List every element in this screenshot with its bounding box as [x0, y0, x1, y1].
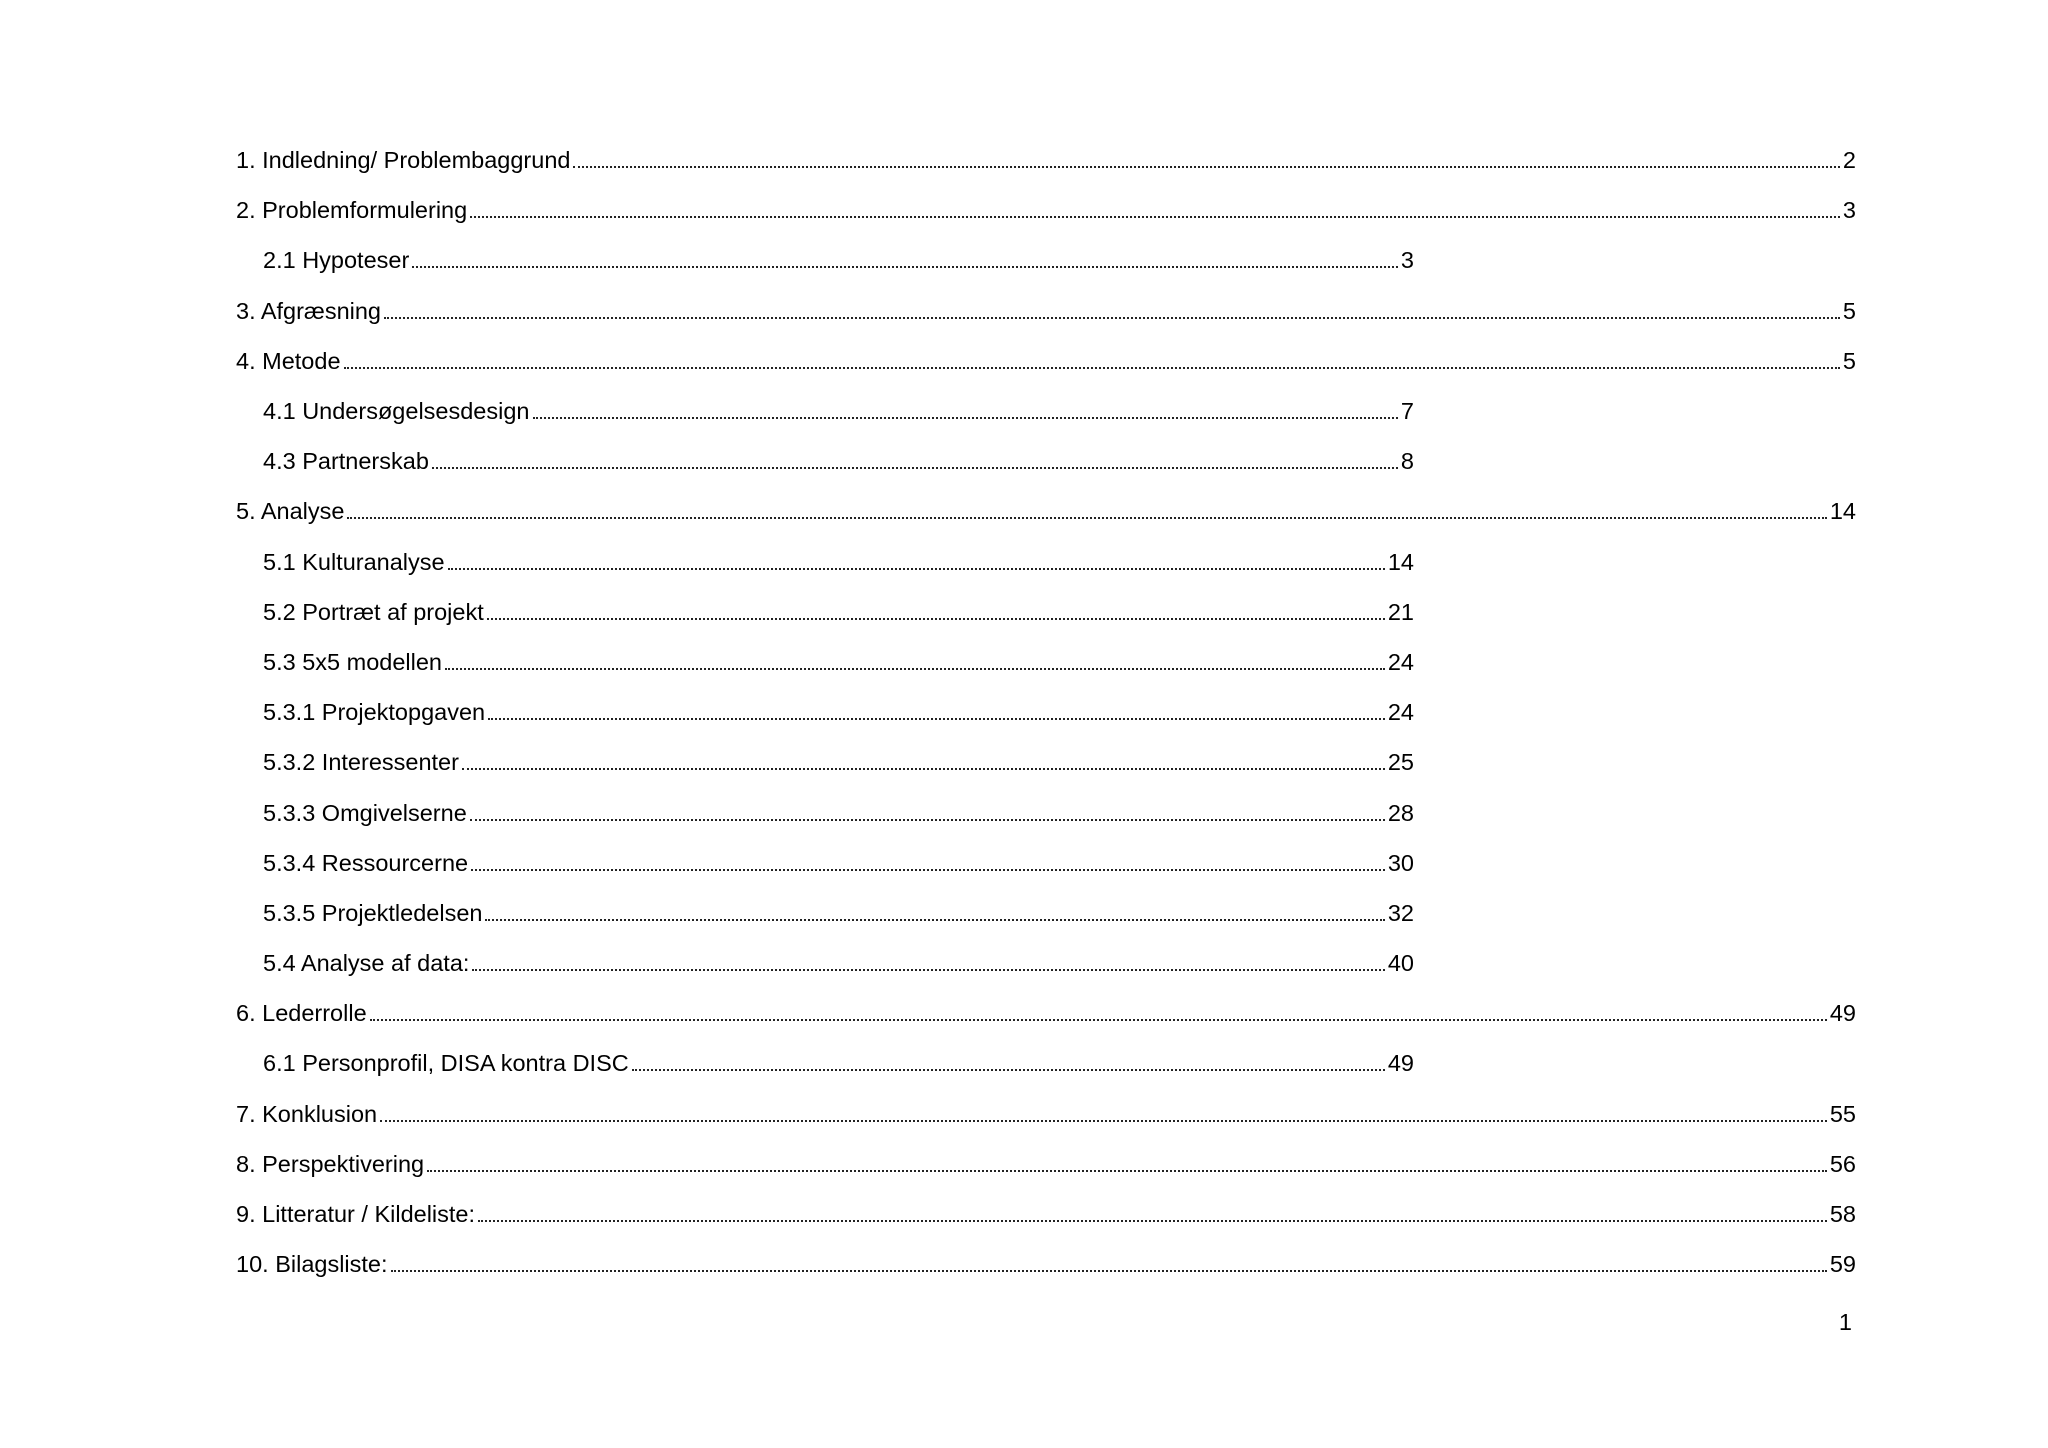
toc-entry-page: 49 [1387, 1050, 1414, 1077]
toc-dot-leader [412, 245, 1398, 275]
toc-dot-leader [380, 1099, 1827, 1129]
toc-entry-page: 5 [1842, 347, 1856, 374]
toc-entry-title: 5.3.1 Projektopgaven [263, 699, 486, 726]
toc-entry-page: 32 [1387, 899, 1414, 926]
toc-entry[interactable] [236, 1189, 1856, 1239]
toc-entry-title: 4.3 Partnerskab [263, 448, 429, 475]
toc-entry[interactable] [236, 286, 1856, 336]
toc-entry-page: 30 [1387, 849, 1414, 876]
toc-dot-leader [573, 145, 1839, 175]
toc-dot-leader [470, 195, 1840, 225]
toc-entry-title: 9. Litteratur / Kildeliste: [236, 1201, 476, 1228]
toc-entry-page: 40 [1387, 950, 1414, 977]
toc-subentry[interactable] [236, 787, 1414, 837]
toc-entry-page: 56 [1829, 1150, 1856, 1177]
page-number: 1 [1838, 1309, 1852, 1335]
toc-dot-leader [462, 747, 1385, 777]
toc-dot-leader [448, 547, 1385, 577]
toc-subentry[interactable] [236, 386, 1414, 436]
toc-entry[interactable] [236, 988, 1856, 1038]
toc-entry-title: 2.1 Hypoteser [263, 247, 410, 274]
toc-entry-page: 24 [1387, 648, 1414, 675]
toc-dot-leader [427, 1149, 1827, 1179]
toc-entry[interactable] [236, 1139, 1856, 1189]
toc-dot-leader [445, 647, 1385, 677]
toc-subentry[interactable] [236, 235, 1414, 285]
toc-entry-title: 7. Konklusion [236, 1100, 378, 1127]
toc-entry-page: 2 [1842, 147, 1856, 174]
toc-subentry[interactable] [236, 838, 1414, 888]
toc-dot-leader [488, 697, 1385, 727]
toc-entry-page: 25 [1387, 749, 1414, 776]
toc-entry-page: 5 [1842, 297, 1856, 324]
toc-entry[interactable] [236, 486, 1856, 536]
toc-entry-page: 49 [1829, 1000, 1856, 1027]
toc-dot-leader [632, 1048, 1385, 1078]
toc-entry-title: 5.3.2 Interessenter [263, 749, 459, 776]
table-of-contents [236, 135, 1856, 1289]
toc-entry-title: 8. Perspektivering [236, 1150, 425, 1177]
toc-dot-leader [485, 898, 1384, 928]
toc-entry[interactable] [236, 1089, 1856, 1139]
toc-dot-leader [471, 848, 1385, 878]
toc-entry[interactable] [236, 1239, 1856, 1289]
toc-entry-title: 10. Bilagsliste: [236, 1251, 388, 1278]
toc-entry-page: 7 [1400, 398, 1414, 425]
toc-entry-title: 6. Lederrolle [236, 1000, 367, 1027]
toc-dot-leader [472, 948, 1384, 978]
toc-subentry[interactable] [236, 938, 1414, 988]
toc-entry-title: 5. Analyse [236, 498, 345, 525]
toc-entry-title: 2. Problemformulering [236, 197, 468, 224]
toc-subentry[interactable] [236, 737, 1414, 787]
toc-entry-title: 5.2 Portræt af projekt [263, 598, 484, 625]
toc-subentry[interactable] [236, 888, 1414, 938]
toc-entry-page: 14 [1829, 498, 1856, 525]
toc-entry-page: 59 [1829, 1251, 1856, 1278]
toc-entry[interactable] [236, 336, 1856, 386]
toc-dot-leader [384, 296, 1840, 326]
toc-entry[interactable] [236, 135, 1856, 185]
toc-dot-leader [533, 396, 1398, 426]
toc-subentry[interactable] [236, 687, 1414, 737]
toc-dot-leader [344, 346, 1840, 376]
toc-entry-page: 21 [1387, 598, 1414, 625]
toc-entry-page: 58 [1829, 1201, 1856, 1228]
toc-entry-title: 3. Afgræsning [236, 297, 382, 324]
toc-dot-leader [432, 446, 1398, 476]
toc-entry[interactable] [236, 185, 1856, 235]
toc-entry-title: 4.1 Undersøgelsesdesign [263, 398, 530, 425]
toc-entry-page: 14 [1387, 548, 1414, 575]
toc-entry-title: 5.3.5 Projektledelsen [263, 899, 483, 926]
toc-entry-title: 5.1 Kulturanalyse [263, 548, 445, 575]
toc-entry-title: 5.4 Analyse af data: [263, 950, 470, 977]
toc-entry-page: 3 [1842, 197, 1856, 224]
toc-entry-page: 24 [1387, 699, 1414, 726]
toc-dot-leader [478, 1199, 1827, 1229]
toc-dot-leader [391, 1249, 1827, 1279]
toc-dot-leader [347, 496, 1826, 526]
toc-entry-page: 3 [1400, 247, 1414, 274]
toc-subentry[interactable] [236, 436, 1414, 486]
toc-subentry[interactable] [236, 637, 1414, 687]
toc-dot-leader [370, 998, 1827, 1028]
toc-subentry[interactable] [236, 1038, 1414, 1088]
toc-entry-title: 6.1 Personprofil, DISA kontra DISC [263, 1050, 629, 1077]
toc-subentry[interactable] [236, 537, 1414, 587]
toc-dot-leader [470, 798, 1385, 828]
toc-entry-page: 8 [1400, 448, 1414, 475]
toc-entry-title: 4. Metode [236, 347, 341, 374]
toc-subentry[interactable] [236, 587, 1414, 637]
toc-entry-title: 5.3.3 Omgivelserne [263, 799, 467, 826]
toc-entry-title: 5.3 5x5 modellen [263, 648, 442, 675]
toc-entry-title: 1. Indledning/ Problembaggrund [236, 147, 571, 174]
toc-entry-page: 55 [1829, 1100, 1856, 1127]
toc-entry-title: 5.3.4 Ressourcerne [263, 849, 469, 876]
toc-entry-page: 28 [1387, 799, 1414, 826]
toc-dot-leader [487, 597, 1385, 627]
